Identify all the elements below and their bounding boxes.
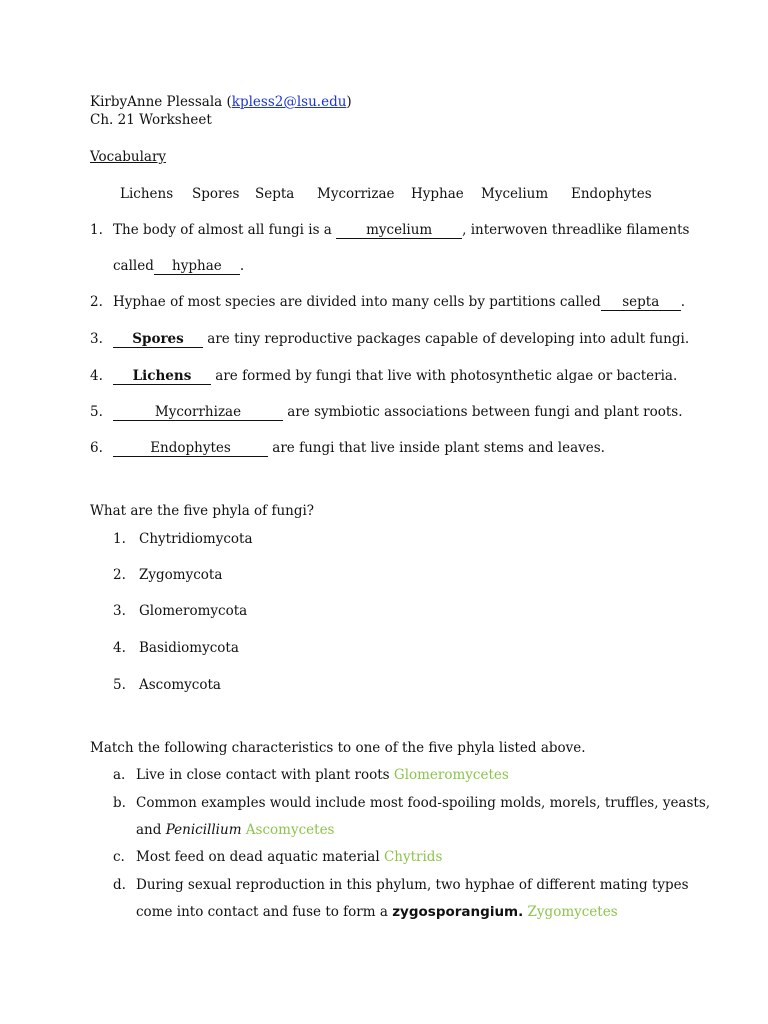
phyla-item-5: Ascomycota [139,677,221,693]
match-b-letter: b. [113,795,126,811]
match-d-answer: Zygomycetes [527,904,618,920]
vocab-item-1 [113,222,689,239]
word-bank-endophytes: Endophytes [571,186,652,202]
worksheet-title: Ch. 21 Worksheet [90,112,212,128]
word-bank-hyphae: Hyphae [411,186,464,202]
word-bank-lichens: Lichens [120,186,174,202]
match-a [136,767,509,783]
vocabulary-heading: Vocabulary [90,149,167,165]
vocab-item-6-answer: Endophytes [113,441,268,457]
vocab-item-6-post: are fungi that live inside plant stems and leaves. [268,440,605,456]
vocab-item-6 [113,440,605,457]
vocab-item-5-answer: Mycorrhizae [113,405,283,421]
vocab-item-1-cont-post: . [239,258,245,274]
author-name: KirbyAnne Plessala [90,94,223,110]
word-bank-mycorrizae: Mycorrizae [317,186,395,202]
vocab-item-3-number: 3. [90,331,103,347]
match-d-text: During sexual reproduction in this phylum, two hyphae of different mating types [136,877,689,893]
match-a-text: Live in close contact with plant roots [136,767,394,783]
vocab-item-4-number: 4. [90,368,103,384]
match-d-cont-pre: come into contact and fuse to form a [136,904,393,920]
phyla-item-3: Glomeromycota [139,603,248,619]
vocab-item-6-number: 6. [90,440,103,456]
match-a-answer: Glomeromycetes [393,767,509,783]
match-c-letter: c. [113,849,125,865]
match-c-answer: Chytrids [383,849,443,865]
vocab-item-1-number: 1. [90,222,103,238]
vocab-item-2 [113,294,685,311]
match-d-zygosporangium: zygosporangium. [392,904,524,920]
match-b-continued [136,822,334,838]
phyla-item-1: Chytridiomycota [139,531,253,547]
vocab-item-2-answer: septa [601,295,681,311]
vocab-item-2-pre: Hyphae of most species are divided into many cells by partitions called [113,294,601,310]
word-bank-mycelium: Mycelium [481,186,549,202]
word-bank-spores: Spores [192,186,240,202]
vocab-item-2-post: . [680,294,686,310]
phyla-item-5-number: 5. [113,677,126,693]
vocab-item-1-pre: The body of almost all fungi is a [113,222,337,238]
vocab-item-1-cont-pre: called [113,258,154,274]
match-a-letter: a. [113,767,126,783]
vocab-item-3 [113,331,689,348]
vocab-item-4 [113,368,677,385]
word-bank-septa: Septa [255,186,295,202]
match-b-text: Common examples would include most food-spoiling molds, morels, truffles, yeasts, [136,795,711,811]
vocab-item-1-cont-answer: hyphae [154,259,240,275]
match-b-penicillium: Penicillium [165,822,242,838]
vocab-item-4-post: are formed by fungi that live with photosynthetic algae or bacteria. [211,368,678,384]
vocab-item-5-number: 5. [90,404,103,420]
vocab-item-5-post: are symbiotic associations between fungi and plant roots. [283,404,683,420]
vocab-item-4-answer: Lichens [113,369,211,385]
author-line: KirbyAnne Plessala (kpless2@lsu.edu) [90,94,352,110]
vocab-item-3-post: are tiny reproductive packages capable of developing into adult fungi. [203,331,690,347]
match-c [136,849,442,865]
vocab-item-5 [113,404,683,421]
vocab-item-3-answer: Spores [113,332,203,348]
phyla-item-4-number: 4. [113,640,126,656]
match-b-answer: Ascomycetes [245,822,335,838]
phyla-item-4: Basidiomycota [139,640,239,656]
match-d-letter: d. [113,877,126,893]
vocab-item-1-continued [113,258,244,275]
author-email-link[interactable]: kpless2@lsu.edu [231,94,347,110]
match-c-text: Most feed on dead aquatic material [136,849,384,865]
phyla-item-2: Zygomycota [139,567,223,583]
vocab-item-2-number: 2. [90,294,103,310]
phyla-item-1-number: 1. [113,531,126,547]
match-d-continued [136,904,618,920]
match-b-cont-pre: and [136,822,166,838]
vocab-item-1-post: , interwoven threadlike filaments [462,222,690,238]
match-heading: Match the following characteristics to one of the five phyla listed above. [90,740,586,756]
phyla-question: What are the five phyla of fungi? [90,503,315,519]
vocab-item-1-answer: mycelium [336,223,462,239]
phyla-item-2-number: 2. [113,567,126,583]
phyla-item-3-number: 3. [113,603,126,619]
